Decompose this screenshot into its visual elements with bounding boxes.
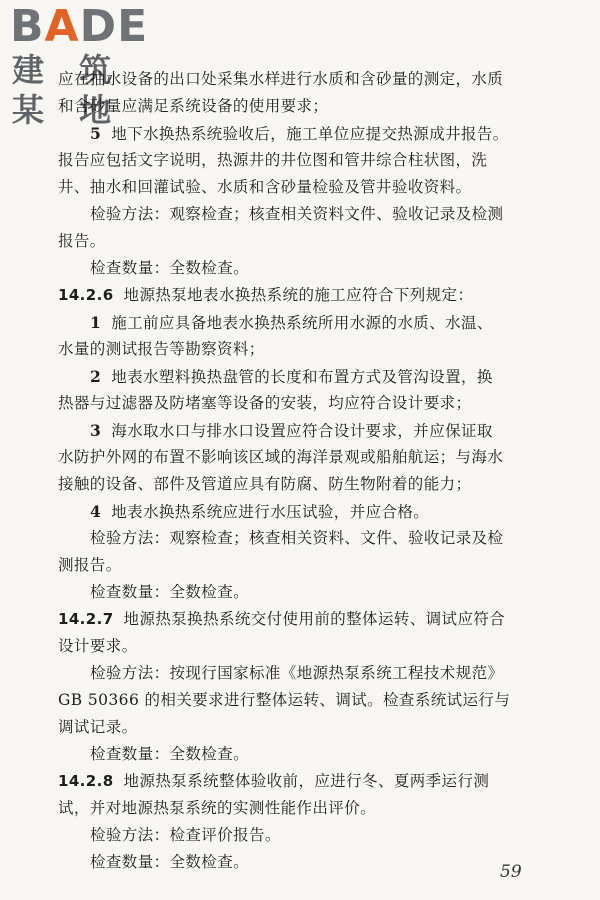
text-line: 应在抽水设备的出口处采集水样进行水质和含砂量的测定，水质 <box>58 70 504 88</box>
inspection-method: 检验方法：观察检查；核查相关资料文件、验收记录及检测 <box>90 205 504 223</box>
item-number: 4 <box>90 502 102 521</box>
text-line: 试，并对地源热泵系统的实测性能作出评价。 <box>58 799 377 817</box>
list-item-5: 5 地下水换热系统验收后，施工单位应提交热源成井报告。 <box>90 124 509 143</box>
text-line: 报告应包括文字说明，热源井的井位图和管井综合柱状图，洗 <box>58 151 488 169</box>
logo-wordmark: BADE <box>10 1 149 52</box>
list-item-3: 3 海水取水口与排水口设置应符合设计要求，并应保证取 <box>90 421 493 440</box>
inspection-method: 检验方法：按现行国家标准《地源热泵系统工程技术规范》 <box>90 664 504 682</box>
text-line: 井、抽水和回灌试验、水质和含砂量检验及管井验收资料。 <box>58 178 472 196</box>
clause-number: 14.2.7 <box>58 610 114 628</box>
inspection-quantity: 检查数量：全数检查。 <box>90 853 250 871</box>
item-number: 3 <box>90 421 102 440</box>
item-number: 5 <box>90 124 102 143</box>
text-line: 水量的测试报告等勘察资料； <box>58 340 265 358</box>
clause-number: 14.2.6 <box>58 286 114 304</box>
text-line: 接触的设备、部件及管道应具有防腐、防生物附着的能力； <box>58 475 472 493</box>
item-number: 2 <box>90 367 102 386</box>
inspection-method: 检验方法：观察检查；核查相关资料、文件、验收记录及检 <box>90 529 504 547</box>
inspection-quantity: 检查数量：全数检查。 <box>90 583 250 601</box>
list-item-2: 2 地表水塑料换热盘管的长度和布置方式及管沟设置，换 <box>90 367 493 386</box>
clause-14-2-6: 14.2.6 地源热泵地表水换热系统的施工应符合下列规定： <box>58 286 474 304</box>
clause-14-2-8: 14.2.8 地源热泵系统整体验收前，应进行冬、夏两季运行测 <box>58 772 490 790</box>
page-number: 59 <box>500 862 522 882</box>
clause-number: 14.2.8 <box>58 772 114 790</box>
inspection-quantity: 检查数量：全数检查。 <box>90 745 250 763</box>
text-line: GB 50366 的相关要求进行整体运转、调试。检查系统试运行与 <box>58 691 511 709</box>
inspection-quantity: 检查数量：全数检查。 <box>90 259 250 277</box>
clause-14-2-7: 14.2.7 地源热泵换热系统交付使用前的整体运转、调试应符合 <box>58 610 506 628</box>
text-line: 测报告。 <box>58 556 122 574</box>
text-line: 和含砂量应满足系统设备的使用要求； <box>58 97 329 115</box>
text-line: 水防护外网的布置不影响该区域的海洋景观或船舶航运；与海水 <box>58 448 504 466</box>
list-item-1: 1 施工前应具备地表水换热系统所用水源的水质、水温、 <box>90 313 493 332</box>
text-line: 调试记录。 <box>58 718 138 736</box>
inspection-method: 检验方法：检查评价报告。 <box>90 826 281 844</box>
text-line: 报告。 <box>58 232 106 250</box>
text-line: 设计要求。 <box>58 637 138 655</box>
item-number: 1 <box>90 313 102 332</box>
text-line: 热器与过滤器及防堵塞等设备的安装，均应符合设计要求； <box>58 394 472 412</box>
logo-subtitle: 建 筑 某 地 <box>12 51 124 129</box>
list-item-4: 4 地表水换热系统应进行水压试验，并应合格。 <box>90 502 430 521</box>
